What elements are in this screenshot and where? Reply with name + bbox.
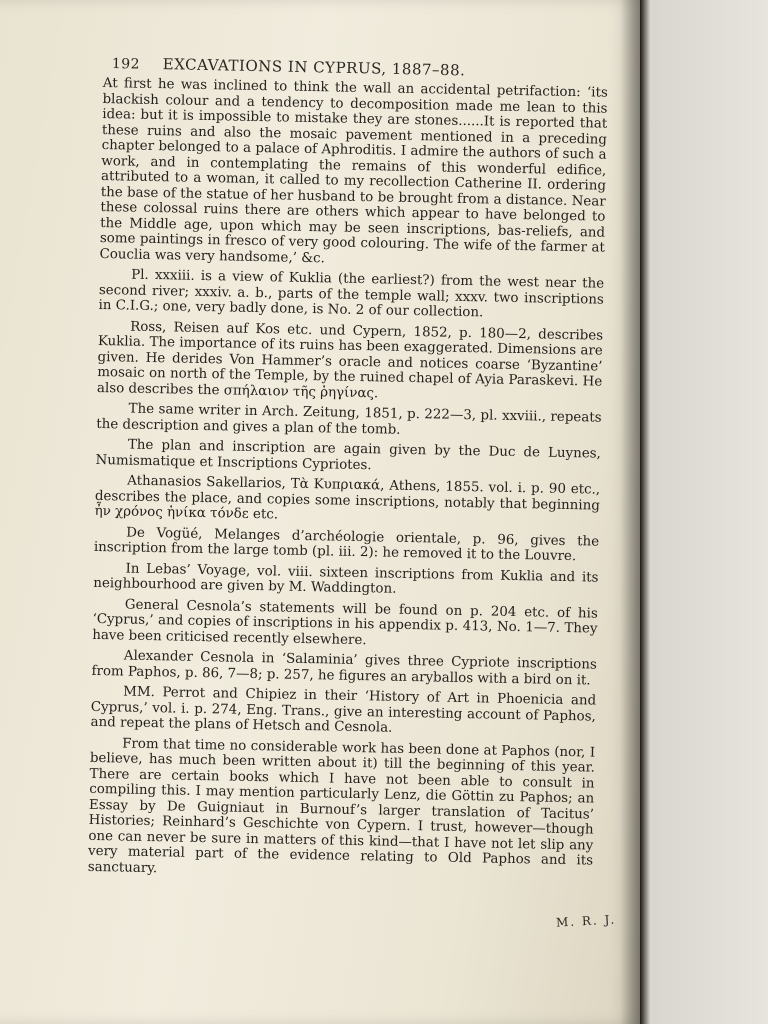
facing-page-edge (640, 0, 768, 1024)
paragraph: De Vogüé, Melanges d’archéologie orientale, p. 96, gives the inscription from the large tomb (pl. iii. 2): he removed it to the Louvre. (93, 525, 600, 565)
paragraph: Pl. xxxiii. is a view of Kuklia (the earliest?) from the west near the second river; xxxiv. a. b., parts of the temple wall; xxxv. two inscriptions in C.I.G.; one, very badly done, is No. 2 of our collection. (98, 267, 605, 321)
paragraph: From that time no considerable work has been done at Paphos (nor, I believe, has much been written about it) till the beginning of this year. There are certain books which I have not been able to consult in compiling this. I may mention particularly Lenz, die Göttin zu Paphos; an Essay by De Guigniaut in Burnouf’s larger translation of Tacitus’ Histories; Reinhard’s Geschichte von Cypern. I trust, however—though one can never be sure in matters of this kind—that I have not let slip any very material part of the evidence relating to Old Paphos and its sanctuary. (87, 735, 596, 876)
page-gutter-shadow (620, 0, 640, 1024)
paragraph: The plan and inscription are again given by the Duc de Luynes, Numismatique et Inscriptions Cypriotes. (95, 437, 601, 473)
paragraph: Athanasios Sakellarios, Τὰ Κυπριακά, Athens, 1855. vol. i. p. 90 etc., describes the place, and copies some inscriptions, notably that beginning ἦν χρόνος ἡνίκα τόνδε etc. (94, 473, 601, 523)
paragraph: Alexander Cesnola in ‘Salaminia’ gives three Cypriote inscriptions from Paphos, p. 86, 7—8; p. 257, he figures an aryballos with a bird on it. (91, 648, 597, 688)
author-signature: M. R. J. (555, 912, 617, 930)
body-text (88, 76, 608, 890)
paragraph: Ross, Reisen auf Kos etc. und Cypern, 1852, p. 180—2, describes Kuklia. The importance of its ruins has been exaggerated. Dimensions are given. He derides Von Hammer’s oracle and notices coarse ‘Byzantine’ mosaic on north of the Temple, by the ruined chapel of Ayia Paraskevi. He also describes the σπήλαιον τῆς ῥηγίνας. (96, 319, 604, 401)
paragraph: MM. Perrot and Chipiez in their ‘History of Art in Phoenicia and Cyprus,’ vol. i. p. 274, Eng. Trans., give an interesting account of Paphos, and repeat the plans of Hetsch and Cesnola. (90, 684, 597, 736)
running-title: EXCAVATIONS IN CYPRUS, 1887–88. (162, 55, 466, 80)
page-number: 192 (111, 55, 141, 73)
paragraph: The same writer in Arch. Zeitung, 1851, p. 222—3, pl. xxviii., repeats the description and gives a plan of the tomb. (96, 401, 602, 438)
paragraph: In Lebas’ Voyage, vol. viii. sixteen inscriptions from Kuklia and its neighbourhood are given by M. Waddington. (93, 561, 599, 597)
paragraph: General Cesnola’s statements will be found on p. 204 etc. of his ‘Cyprus,’ and copies of inscriptions in his appendix p. 413, No. 1—7. They have been criticised recently elsewhere. (92, 597, 598, 648)
paragraph: At first he was inclined to think the wall an accidental petrifaction: ‘its blackish colour and a tendency to decomposition made me lean to this idea: but it is impossible to mistake they are stones......It is reported that these ruins and also the mosaic pavement mentioned in a preceding chapter belonged to a palace of Aphroditis. I admire the authors of such a work, and in contemplating the remains of this wonderful edifice, attributed to a woman, it called to my recollection Catherine II. ordering the base of the statue of her husband to be brought from a distance. Near these colossal ruins there are others which appear to have belonged to the Middle age, upon which may be seen inscriptions, bas-reliefs, and some paintings in fresco of very good colouring. The wife of the farmer at Couclia was very handsome,’ &c. (99, 76, 608, 266)
